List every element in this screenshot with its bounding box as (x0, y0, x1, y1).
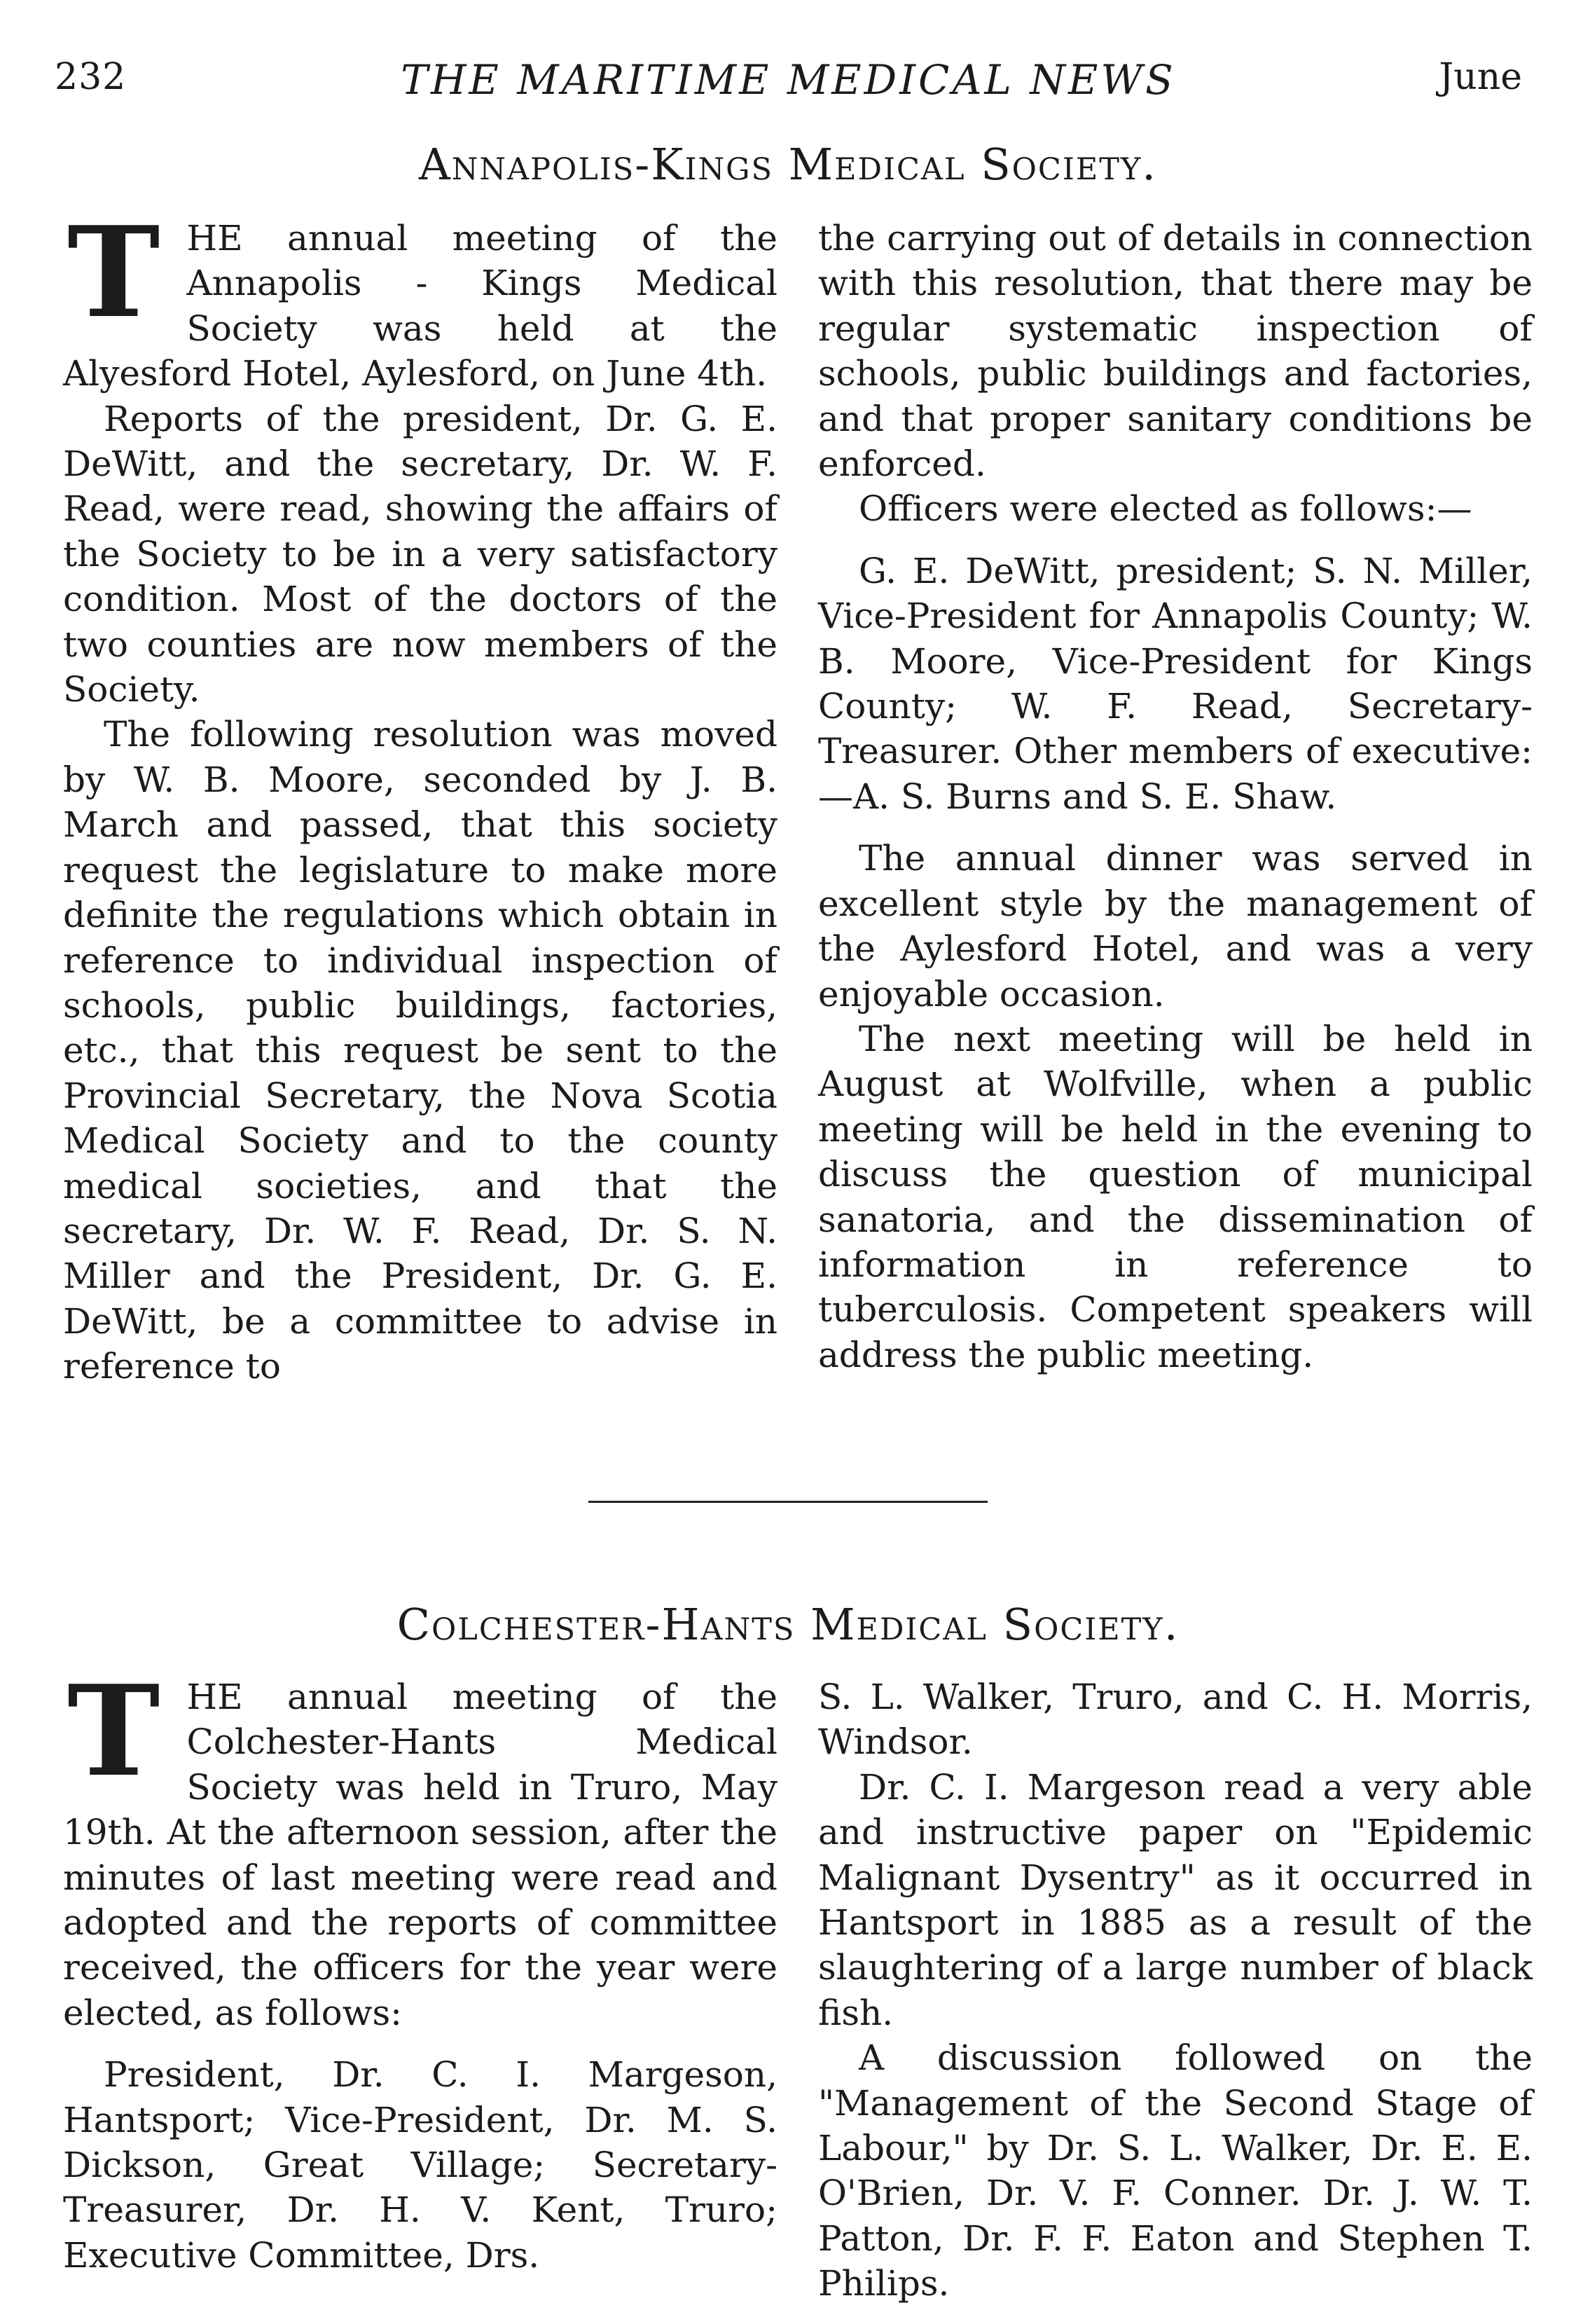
article1-paragraph: the carrying out of details in connection with this resolution, that there may be regular systematic inspection of schools, public buildings and factories, and that proper sanitary conditions be enforced. (818, 218, 1533, 485)
article1-paragraph: THE annual meeting of the Annapolis - Kings Medical Society was held at the Alyesford Hotel, Aylesford, on June 4th. (63, 199, 777, 394)
article2-paragraph: THE annual meeting of the Colchester-Hants Medical Society was held in Truro, May 19th. At the afternoon session, after the minutes of last meeting were read and adopted and the reports of committee received, the officers for the year were elected, as follows: (63, 1658, 777, 2033)
article1-left-column (63, 199, 777, 1389)
article-title-annapolis-kings: Annapolis-Kings Medical Society. (419, 139, 1157, 190)
article1-paragraph: Officers were elected as follows:— (859, 488, 1472, 530)
article1-paragraph: Reports of the president, Dr. G. E. DeWitt, and the secretary, Dr. W. F. Read, were read, showing the affairs of the Society to be in a very satisfactory condition. Most of the doctors of the two counties are now members of the Society. (63, 398, 777, 710)
article1-right-column (818, 216, 1533, 1377)
section-divider (588, 1501, 988, 1503)
article2-paragraph: S. L. Walker, Truro, and C. H. Morris, Windsor. (818, 1677, 1533, 1763)
article2-right-column (818, 1675, 1533, 2306)
article2-left-column (63, 1658, 777, 2278)
drop-cap: T (67, 1658, 160, 1804)
article2-paragraph: A discussion followed on the "Management of the Second Stage of Labour," by Dr. S. L. Walker, Dr. E. E. O'Brien, Dr. V. F. Conner. Dr. J. W. T. Patton, Dr. F. F. Eaton and Stephen T. Philips. (818, 2037, 1533, 2304)
issue-month: June (1439, 56, 1522, 98)
article1-paragraph: The following resolution was moved by W. B. Moore, seconded by J. B. March and passed, that this society request the legislature to make more definite the regulations which obtain in reference to individual inspection of schools, public buildings, factories, etc., that this request be sent to the Provincial Secretary, the Nova Scotia Medical Society and to the county medical societies, and that the secretary, Dr. W. F. Read, Dr. S. N. Miller and the President, Dr. G. E. DeWitt, be a committee to advise in reference to (63, 714, 777, 1387)
drop-cap: T (67, 199, 160, 345)
running-head (55, 56, 1522, 119)
article1-officers-paragraph: G. E. DeWitt, president; S. N. Miller, Vice-President for Annapolis County; W. B. Moore, Vice-President for Kings County; W. F. Read, Secretary-Treasurer. Other members of executive:—A. S. Burns and S. E. Shaw. (818, 550, 1533, 817)
article1-paragraph: The next meeting will be held in August at Wolfville, when a public meeting will be held in the evening to discuss the question of municipal sanatoria, and the dissemination of information in reference to tuberculosis. Competent speakers will address the public meeting. (818, 1018, 1533, 1375)
page-number: 232 (55, 56, 127, 98)
article2-paragraph: Dr. C. I. Margeson read a very able and instructive paper on "Epidemic Malignant Dysentry" as it occurred in Hantsport in 1885 as a result of the slaughtering of a large number of black fish. (818, 1766, 1533, 2033)
journal-title: THE MARITIME MEDICAL NEWS (401, 56, 1176, 104)
article-title-colchester-hants: Colchester-Hants Medical Society. (396, 1599, 1180, 1650)
article1-paragraph: The annual dinner was served in excellent style by the management of the Aylesford Hotel, and was a very enjoyable occasion. (818, 838, 1533, 1015)
article2-officers-paragraph: President, Dr. C. I. Margeson, Hantsport; Vice-President, Dr. M. S. Dickson, Great Village; Secretary-Treasurer, Dr. H. V. Kent, Truro; Executive Committee, Drs. (63, 2054, 777, 2276)
